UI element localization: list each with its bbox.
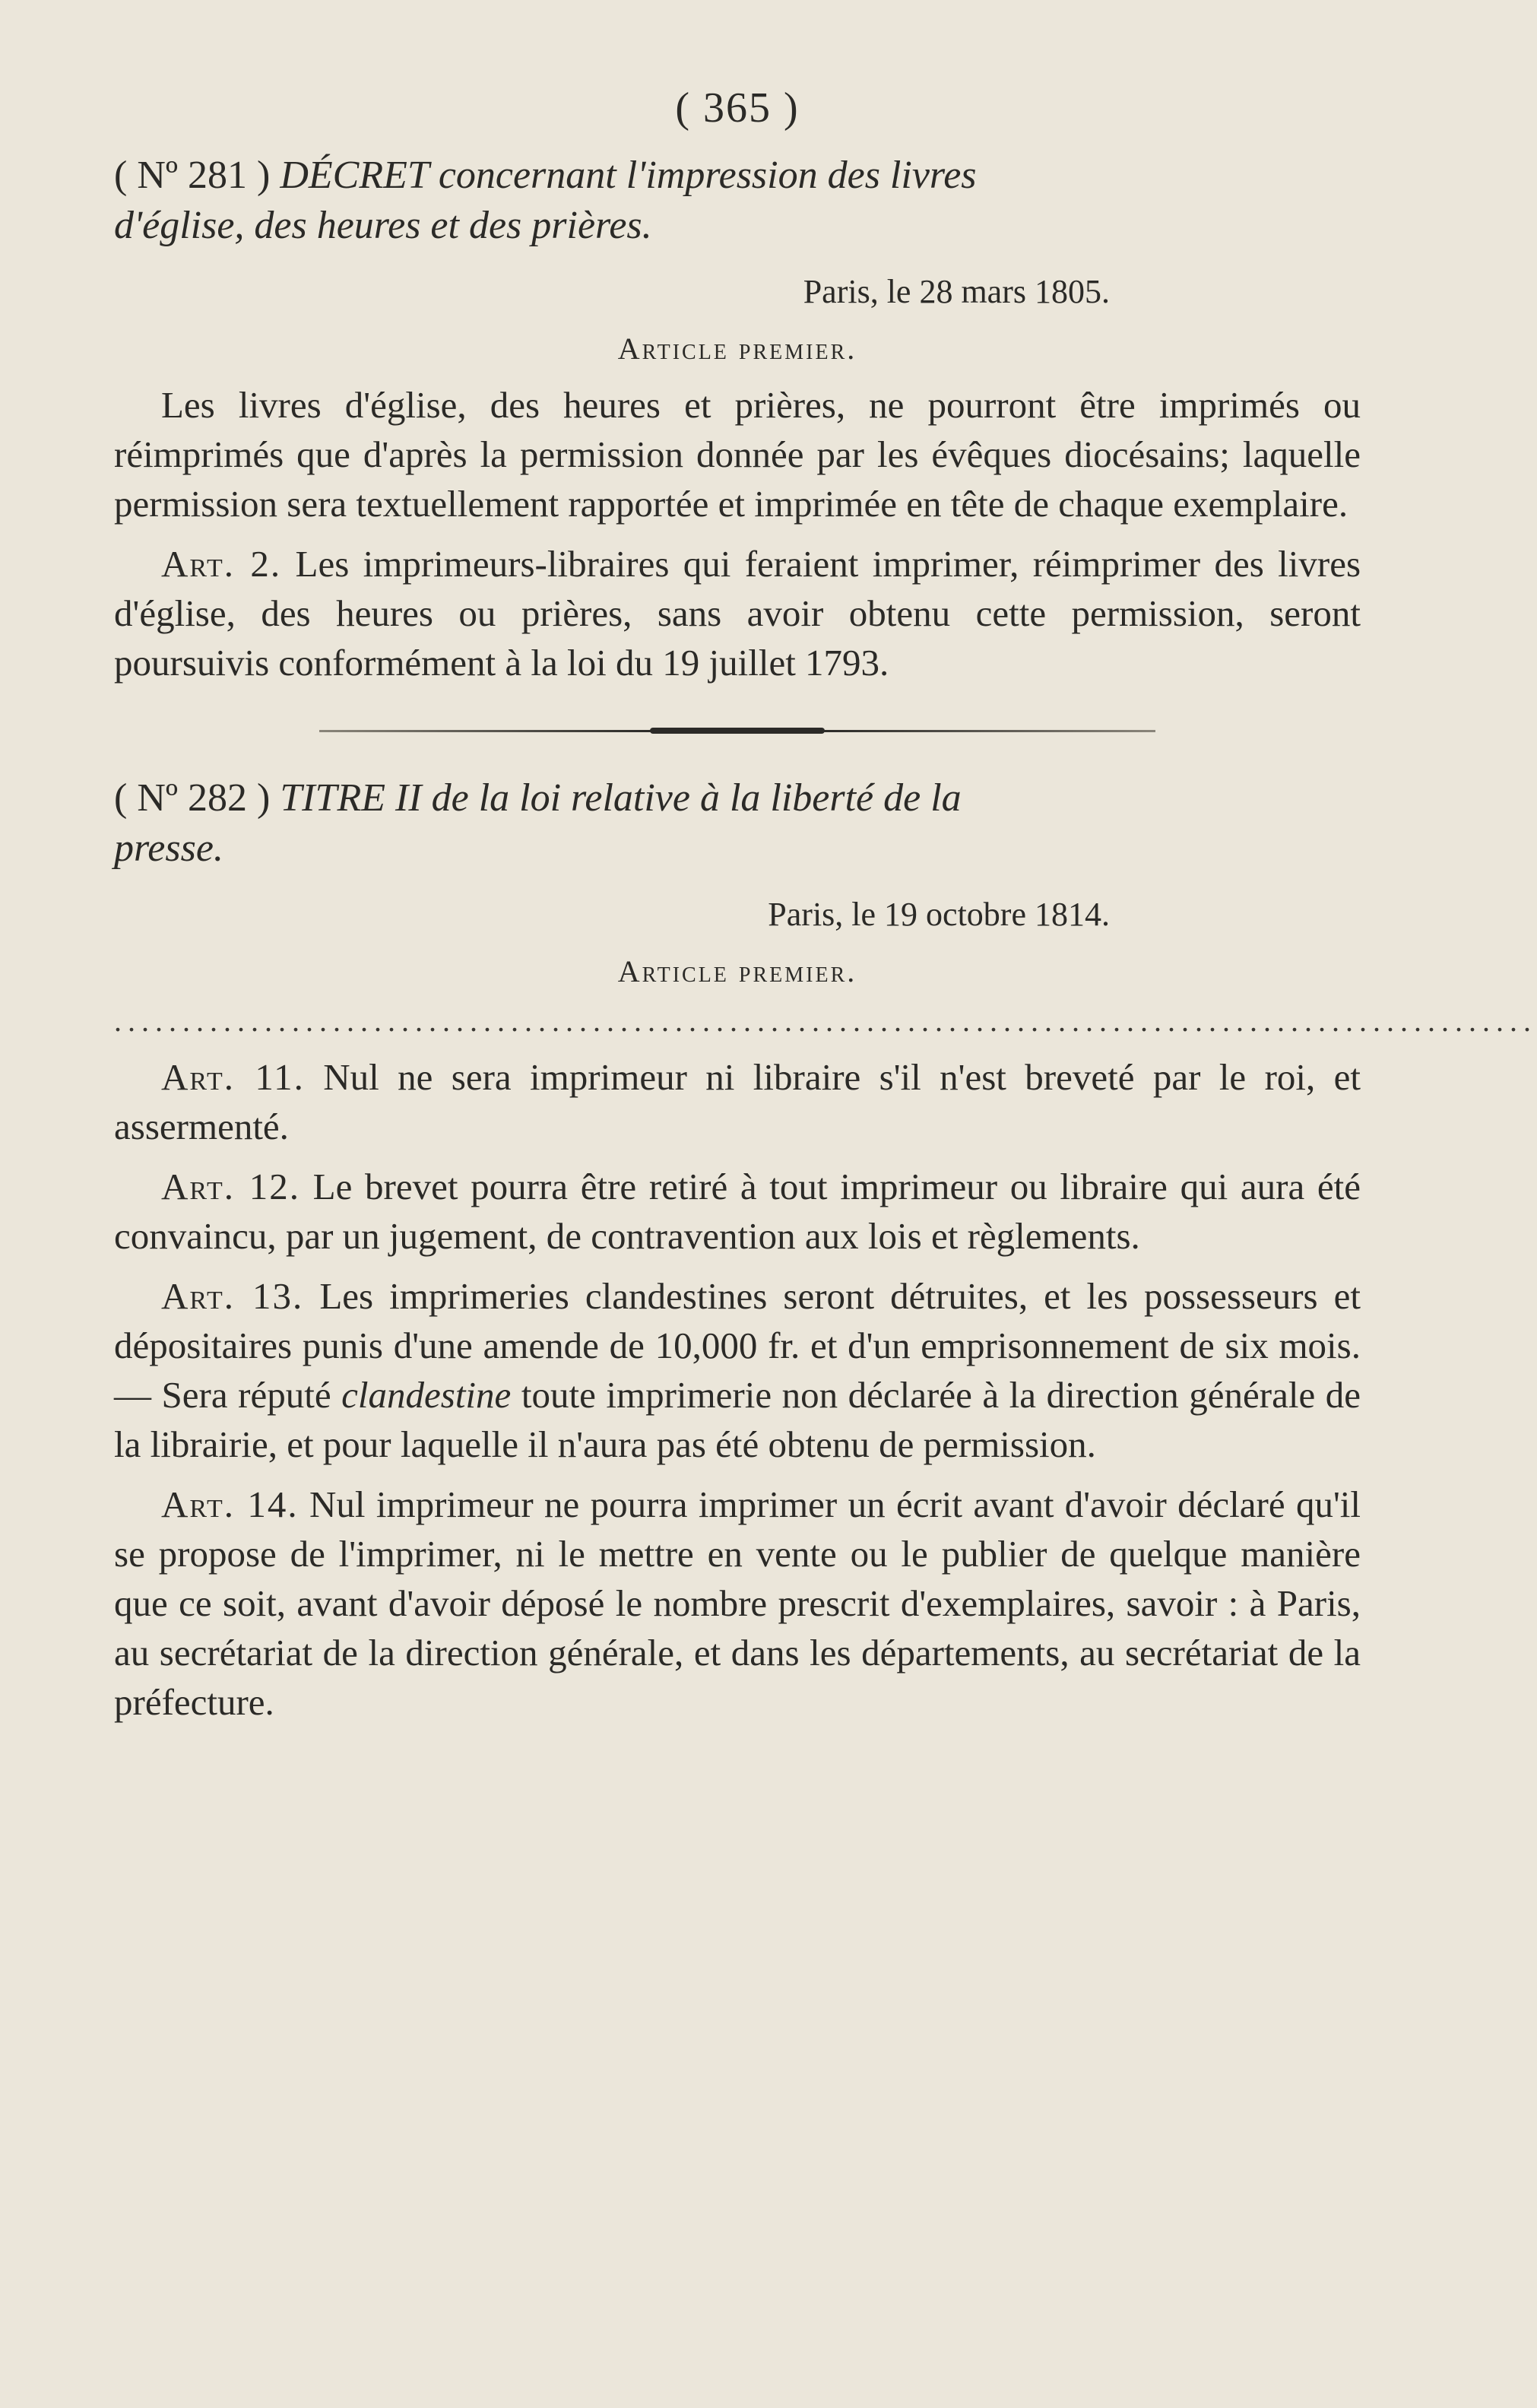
omission-dots: ........................................................................................................ bbox=[114, 1004, 1537, 1038]
article-text: Les imprimeries clandestines seront détruites, et les possesseurs et dépositaires punis d'une amende de 10,000 fr. et d'un emprisonnement de six mois. — Sera réputé bbox=[114, 1275, 1361, 1416]
decree-282-title bbox=[114, 773, 1361, 874]
decree-282-article-14 bbox=[114, 1480, 1361, 1727]
decree-282-dateline: Paris, le 19 octobre 1814. bbox=[768, 896, 1110, 933]
divider-ornament bbox=[650, 728, 825, 734]
decree-282-number: ( Nº 282 ) bbox=[114, 776, 271, 820]
article-text: Le brevet pourra être retiré à tout imprimeur ou libraire qui aura été convaincu, par un jugement, de contravention aux lois et règlements. bbox=[114, 1166, 1361, 1257]
page-number: ( 365 ) bbox=[675, 84, 800, 132]
article-label: Art. 11. bbox=[161, 1056, 305, 1098]
decree-282-article-heading: Article premier. bbox=[617, 954, 857, 988]
decree-282-article-13 bbox=[114, 1271, 1361, 1469]
decree-281-section bbox=[114, 151, 1361, 687]
article-label: Art. 14. bbox=[161, 1483, 299, 1525]
decree-282-title-line1: TITRE II de la loi relative à la liberté de la bbox=[280, 776, 962, 820]
decree-281-article-2 bbox=[114, 539, 1361, 687]
decree-281-article-heading: Article premier. bbox=[617, 332, 857, 366]
decree-281-title-line1: DÉCRET concernant l'impression des livres bbox=[280, 154, 977, 197]
article-text: Nul imprimeur ne pourra imprimer un écrit avant d'avoir déclaré qu'il se propose de l'imprimer, ni le mettre en vente ou le publier de quelque manière que ce soit, avant d'avoir déposé le nombre prescrit d'exemplaires, savoir : à Paris, au secrétariat de la direction générale, et dans les départements, au secrétariat de la préfecture. bbox=[114, 1483, 1361, 1723]
decree-282-article-11 bbox=[114, 1052, 1361, 1151]
article-label: Art. 12. bbox=[161, 1166, 300, 1207]
decree-281-title-line2: d'église, des heures et des prières. bbox=[114, 204, 652, 247]
decree-281-title bbox=[114, 151, 1361, 251]
article-text: Nul ne sera imprimeur ni libraire s'il n'est breveté par le roi, et assermenté. bbox=[114, 1056, 1361, 1147]
decree-281-number: ( Nº 281 ) bbox=[114, 154, 271, 197]
decree-282-title-line2: presse. bbox=[114, 826, 223, 870]
article-label: Art. 2. bbox=[161, 543, 282, 585]
section-divider bbox=[114, 730, 1361, 732]
article-label: Art. 13. bbox=[161, 1275, 304, 1317]
decree-281-article-1 bbox=[114, 380, 1361, 528]
decree-282-section bbox=[114, 773, 1537, 1727]
article-text: Les imprimeurs-libraires qui feraient imprimer, réimprimer des livres d'église, des heures ou prières, sans avoir obtenu cette permission, seront poursuivis conformément à la loi du 19 juillet 1793. bbox=[114, 543, 1361, 684]
article-text-continued: toute imprimerie non déclarée à la direction générale de la librairie, et pour laquelle il n'aura pas été obtenu de permission. bbox=[114, 1374, 1361, 1465]
decree-282-article-12 bbox=[114, 1162, 1361, 1261]
article-text: Les livres d'église, des heures et prières, ne pourront être imprimés ou réimprimés que d'après la permission donnée par les évêques diocésains; laquelle permission sera textuellement rapportée et imprimée en tête de chaque exemplaire. bbox=[114, 384, 1361, 525]
article-text-italic: clandestine bbox=[341, 1374, 512, 1416]
document-page bbox=[114, 84, 1537, 1737]
decree-281-dateline: Paris, le 28 mars 1805. bbox=[803, 273, 1110, 310]
